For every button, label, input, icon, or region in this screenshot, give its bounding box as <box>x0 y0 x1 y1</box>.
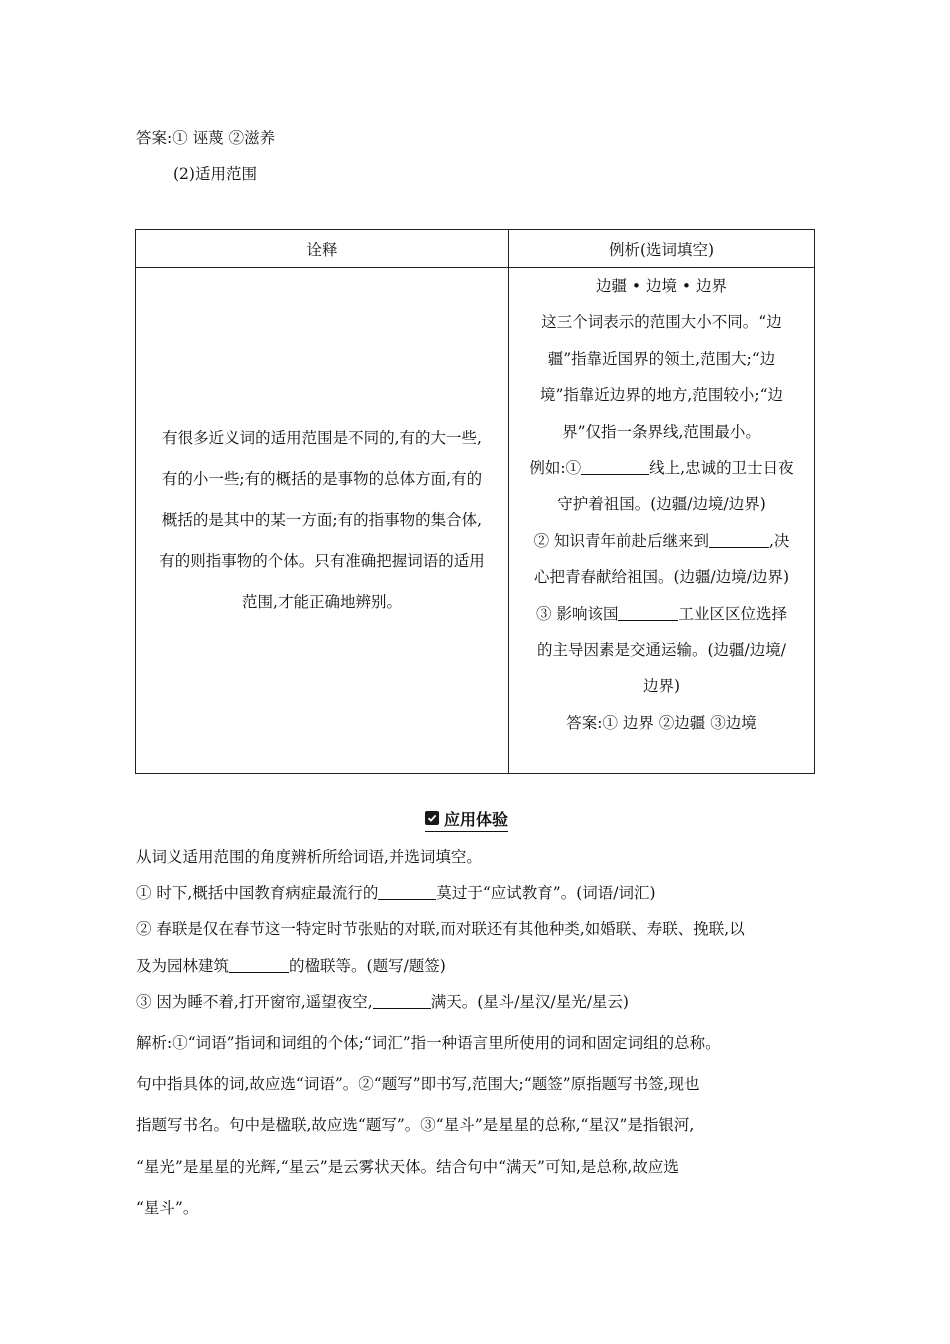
checkbox-icon <box>425 811 439 825</box>
analysis-line: 句中指具体的词,故应选“词语”。②“题写”即书写,范围大;“题签”原指题写书签,现也 <box>136 1075 700 1093</box>
section-heading <box>425 806 508 832</box>
header-explanation: 诠释 <box>136 230 509 268</box>
table-answer: 答案:① 边界 ②边疆 ③边境 <box>566 713 757 732</box>
header-example: 例析(选词填空) <box>509 230 815 268</box>
fill-blank <box>378 884 436 901</box>
fill-blank <box>581 459 649 476</box>
example-line: 这三个词表示的范围大小不同。“边 <box>541 313 782 332</box>
analysis-line: 指题写书名。句中是楹联,故应选“题写”。③“星斗”是星星的总称,“星汉”是指银河, <box>136 1116 695 1134</box>
example-line: 心把青春献给祖国。(边疆/边境/边界) <box>533 568 790 587</box>
explanation-line: 范围,才能正确地辨别。 <box>242 593 402 611</box>
comparison-table <box>135 229 815 774</box>
question-3: ③ 因为睡不着,打开窗帘,遥望夜空, 满天。(星斗/星汉/星光/星云) <box>136 993 629 1011</box>
example-line: 界”仅指一条界线,范围最小。 <box>562 422 761 441</box>
explanation-line: 有的则指事物的个体。只有准确把握词语的适用 <box>159 552 485 570</box>
fill-blank <box>709 531 769 548</box>
analysis-line: “星光”是星星的光辉,“星云”是云雾状天体。结合句中“满天”可知,是总称,故应选 <box>136 1158 679 1176</box>
example-line: 的主导因素是交通运输。(边疆/边境/ <box>537 641 786 660</box>
fill-blank <box>618 604 678 621</box>
table-header-row <box>136 230 815 268</box>
question-1: ① 时下,概括中国教育病症最流行的 莫过于“应试教育”。(词语/词汇) <box>136 884 656 902</box>
question-2: 及为园林建筑 的楹联等。(题写/题签) <box>136 957 446 975</box>
exercise-intro: 从词义适用范围的角度辨析所给词语,并选词填空。 <box>136 848 482 866</box>
explanation-line: 有很多近义词的适用范围是不同的,有的大一些, <box>162 429 482 447</box>
example-1: 例如:① 线上,忠诚的卫士日夜 <box>529 459 794 478</box>
explanation-line: 概括的是其中的某一方面;有的指事物的集合体, <box>161 511 483 529</box>
explanation-line: 有的小一些;有的概括的是事物的总体方面,有的 <box>161 470 483 488</box>
subheading: (2)适用范围 <box>173 165 257 183</box>
fill-blank <box>229 957 289 974</box>
analysis-line: “星斗”。 <box>136 1199 199 1217</box>
example-line: 守护着祖国。(边疆/边境/边界) <box>557 495 766 514</box>
example-line: 境”指靠近边界的地方,范围较小;“边 <box>540 386 783 405</box>
analysis-line: 解析:①“词语”指词和词组的个体;“词汇”指一种语言里所使用的词和固定词组的总称。 <box>136 1034 721 1052</box>
example-3: ③ 影响该国 工业区区位选择 <box>536 604 787 623</box>
example-line: 边界) <box>642 677 681 696</box>
explanation-cell <box>136 268 509 774</box>
fill-blank <box>373 993 431 1010</box>
example-2: ② 知识青年前赴后继来到 ,决 <box>533 531 790 550</box>
answer-prev: 答案:① 诬蔑 ②滋养 <box>136 129 276 147</box>
example-line: 疆”指靠近国界的领土,范围大;“边 <box>547 349 776 368</box>
section-title: 应用体验 <box>444 809 509 829</box>
question-2-line: ② 春联是仅在春节这一特定时节张贴的对联,而对联还有其他种类,如婚联、寿联、挽联,以 <box>136 920 745 938</box>
example-cell <box>509 268 815 774</box>
word-group: 边疆 • 边境 • 边界 <box>596 277 727 295</box>
table-body-row <box>136 268 815 774</box>
